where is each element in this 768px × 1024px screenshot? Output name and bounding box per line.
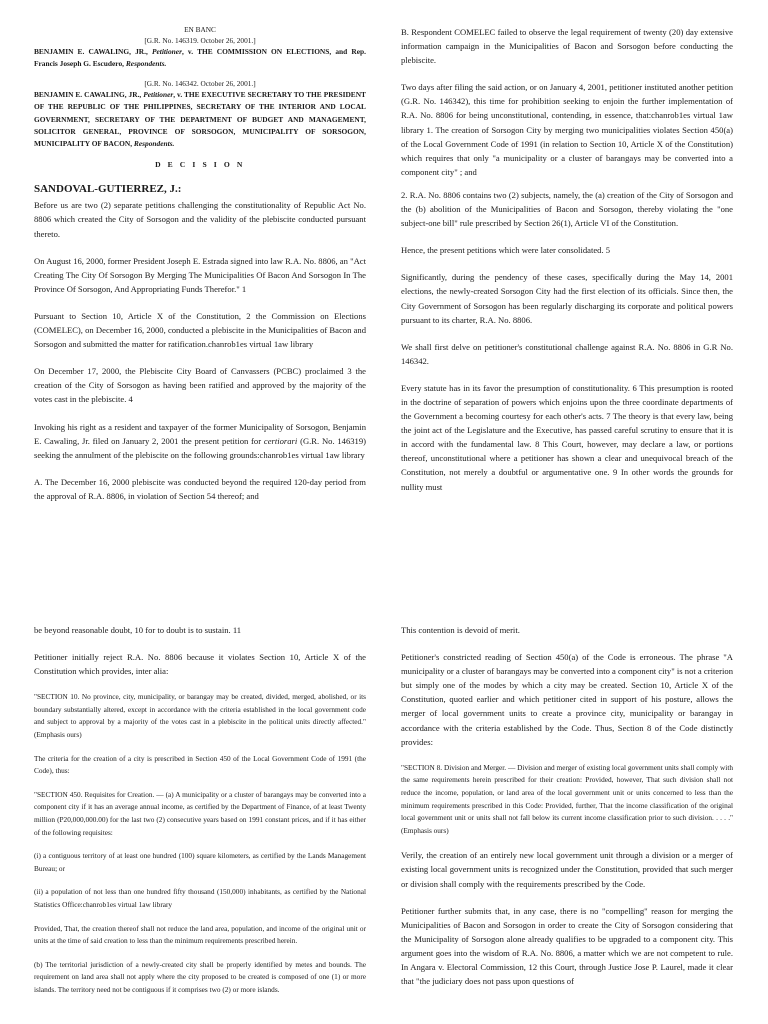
block-quote: "SECTION 8. Division and Merger. — Division and merger of existing local government units shall comply with the same requirements herein prescribed for their creation: Provided, however, That such division shall not reduce the income, population, or land area of the local government unit or units concerned to less than the minimum requirements prescribed in this Code: Provided, further, That the income classification of the original local government unit or units shall not fall below its current income classification prior to such division. . . . ." (Emphasis ours) [401, 762, 733, 835]
case2-petitioner-role: Petitioner [143, 90, 174, 100]
paragraph: Every statute has in its favor the presumption of constitutionality. 6 This presumption is rooted in the doctrine of separation of powers which enjoins upon the three coordinate departments of the Government a becoming courtesy for each other's acts. 7 The theory is that every law, being the joint act of the Legislature and the Executive, has passed careful scrutiny to ensure that it is in accord with the fundamental law. 8 This Court, however, may declare a law, or portions thereof, unconstitutional where a petitioner has shown a clear and unequivocal breach of the Constitution, not merely a doubtful or argumentative one. 9 In other words the grounds for nullity must [401, 382, 733, 492]
paragraph: Hence, the present petitions which were later consolidated. 5 [401, 245, 611, 256]
case1-petitioner-role: Petitioner [151, 47, 182, 57]
case1-respondent-role: Respondents. [125, 59, 167, 69]
paragraph-text: Invoking his right as a resident and taxpayer of the former Municipality of Sorsogon, Benjamin E. Cawaling, Jr. filed on January 2, 2001 the present petition for [34, 421, 366, 446]
block-quote: The criteria for the creation of a city is prescribed in Section 450 of the Local Government Code of 1991 (the Code), thus: [34, 753, 366, 776]
paragraph: On December 17, 2000, the Plebiscite City Board of Canvassers (PCBC) proclaimed 3 the creation of the City of Sorsogon as having been ratified and approved by the majority of the votes cast in the plebiscite. 4 [34, 366, 366, 405]
paragraph [34, 420, 366, 462]
paragraph: Significantly, during the pendency of these cases, specifically during the May 14, 2001 elections, the newly-created Sorsogon City had the first election of its officials. Since then, the City Government of Sorsogon has been regularly discharging its corporate and political powers pursuant to its charter, R.A. No. 8806. [401, 272, 733, 325]
ponente: SANDOVAL-GUTIERREZ, J.: [34, 183, 182, 196]
paragraph: B. Respondent COMELEC failed to observe the legal requirement of twenty (20) day extensive information campaign in the Municipalities of Bacon and Sorsogon before conducting the plebiscite. [401, 27, 733, 66]
page-two-left-column [34, 512, 366, 1008]
case1-petitioner: BENJAMIN E. CAWALING, JR., [34, 47, 148, 57]
list-item: 1. The creation of Sorsogon City by merging two municipalities violates Section 450(a) of the Local Government Code of 1991 (in relation to Section 10, Article X of the Constitution) which requires that only "a municipality or a cluster of barangays may be converted into a component city" ; and [401, 124, 733, 177]
case2-versus: , v. THE EXECUTIVE SECRETARY TO THE PRESIDENT OF THE REPUBLIC OF THE PHILIPPINES, SECRETARY OF THE INTERIOR AND LOCAL GOVERNMENT, SECRETARY OF THE DEPARTMENT OF BUDGET AND MANAGEMENT, SOLICITOR GENERAL, PROVINCE OF SORSOGON, MUNICIPALITY OF SORSOGON, MUNICIPALITY OF BACON, [34, 90, 366, 148]
case1-parties [34, 46, 366, 70]
case2-respondent-role: Respondents. [133, 139, 175, 148]
case1-versus: , v. THE COMMISSION ON ELECTIONS, and Rep. Francis Joseph G. Escudero, [34, 47, 366, 69]
paragraph: On August 16, 2000, former President Joseph E. Estrada signed into law R.A. No. 8806, an "Act Creating The City Of Sorsogon By Merging The Municipalities Of Bacon And Sorsogon In The Province Of Sorsogon, And Appropriating Funds Therefor." 1 [34, 255, 366, 294]
block-quote: (ii) a population of not less than one hundred fifty thousand (150,000) inhabitants, as certified by the National Statistics Office:chanrob1es virtual 1aw library [34, 887, 366, 909]
block-quote: (i) a contiguous territory of at least one hundred (100) square kilometers, as certified by the Lands Management Bureau; or [34, 851, 366, 873]
case1-gr-number: [G.R. No. 146319. October 26, 2001.] [144, 35, 256, 45]
page-two [0, 512, 768, 1024]
paragraph: Petitioner further submits that, in any case, there is no "compelling" reason for merging the Municipalities of Bacon and Sorsogon in order to create the City of Sorsogon considering that the Municipality of Sorsogon alone already qualifies to be upgraded to a component city. This argument goes into the wisdom of R.A. No. 8806, a matter which we are not competent to rule. In Angara v. Electoral Commission, 12 this Court, through Justice Jose P. Laurel, made it clear that "the judiciary does not pass upon questions of [401, 905, 733, 987]
paragraph: be beyond reasonable doubt, 10 for to doubt is to sustain. 11 [34, 625, 242, 635]
block-quote: (b) The territorial jurisdiction of a newly-created city shall be properly identified by metes and bounds. The requirement on land area shall not apply where the city proposed to be created is composed of one (1) or more islands. The territory need not be contiguous if it comprises two (2) or more islands. [34, 959, 366, 994]
paragraph: Petitioner initially reject R.A. No. 8806 because it violates Section 10, Article X of the Constitution which provides, inter alia: [34, 652, 366, 677]
paragraph: 2. R.A. No. 8806 contains two (2) subjects, namely, the (a) creation of the City of Sorsogon and the (b) abolition of the Municipalities of Bacon and Sorsogon, thereby violating the "one subject-one bill" rule prescribed by Section 26(1), Article VI of the Constitution. [401, 189, 733, 229]
italic-term: certiorari [263, 435, 298, 446]
block-quote: "SECTION 450. Requisites for Creation. — (a) A municipality or a cluster of barangays may be converted into a component city if it has an average annual income, as certified by the Department of Finance, of at least Twenty million (P20,000,000.00) for the last two (2) consecutive years based on 1991 constant prices, and if it has either of the following requisites: [34, 789, 366, 837]
paragraph-text: Two days after filing the said action, or on January 4, 2001, petitioner instituted another petition (G.R. No. 146342), this time for prohibition seeking to enjoin the further implementation of R.A. No. 8806 for being unconstitutional, contending, in essence, that:chanrob1es virtual 1aw library [401, 82, 733, 135]
en-banc-label: EN BANC [184, 25, 216, 34]
paragraph: Pursuant to Section 10, Article X of the Constitution, 2 the Commission on Elections (COMELEC), on December 16, 2000, conducted a plebiscite in the Municipalities of Bacon and Sorsogon and submitted the matter for ratification.chanrob1es virtual 1aw library [34, 310, 366, 350]
paragraph-text: (G.R. No. 146319) seeking the annulment of the plebiscite on the following grounds:chanrob1es virtual 1aw library [34, 435, 367, 460]
paragraph: Petitioner's constricted reading of Section 450(a) of the Code is erroneous. The phrase "A municipality or a cluster of barangays may be converted into a component city" is not a criterion but simply one of the modes by which a city may be created. Section 10, Article X of the Constitution, quoted earlier and which petitioner cited in support of his posture, allows the merger of local government units to create a province city, municipality or barangay in accordance with the criteria established by the Code. Thus, Section 8 of the Code distinctly provides: [401, 652, 733, 747]
block-quote: "SECTION 10. No province, city, municipality, or barangay may be created, divided, merged, abolished, or its boundary substantially altered, except in accordance with the criteria established in the local government code and subject to approval by a majority of the votes cast in a plebiscite in the political units directly affected." (Emphasis ours) [34, 692, 366, 740]
block-quote: Provided, That, the creation thereof shall not reduce the land area, population, and income of the original unit or units at the time of said creation to less than the minimum requirements prescribed herein. [34, 923, 366, 946]
page-one-right-column [401, 0, 733, 507]
paragraph: We shall first delve on petitioner's constitutional challenge against R.A. No. 8806 in G.R No. 146342. [401, 341, 733, 366]
paragraph: Verily, the creation of an entirely new local government unit through a division or a merger of existing local government units is recognized under the Constitution, provided that such merger or division shall comply with the requirements prescribed by the Code. [401, 850, 733, 889]
case2-gr-number: [G.R. No. 146342. October 26, 2001.] [144, 78, 256, 88]
paragraph [401, 80, 733, 179]
case2-petitioner: BENJAMIN E. CAWALING, JR., [34, 90, 142, 100]
case2-parties [34, 89, 366, 150]
page-two-right-column [401, 512, 733, 1001]
page-one-left-column [34, 0, 366, 512]
paragraph: Before us are two (2) separate petitions challenging the constitutionality of Republic Act No. 8806 which created the City of Sorsogon and the validity of the plebiscite conducted pursuant thereto. [34, 200, 366, 239]
paragraph: A. The December 16, 2000 plebiscite was conducted beyond the required 120-day period from the approval of R.A. 8806, in violation of Section 54 thereof; and [34, 476, 366, 501]
decision-heading: D E C I S I O N [155, 160, 245, 170]
paragraph: This contention is devoid of merit. [401, 625, 520, 635]
